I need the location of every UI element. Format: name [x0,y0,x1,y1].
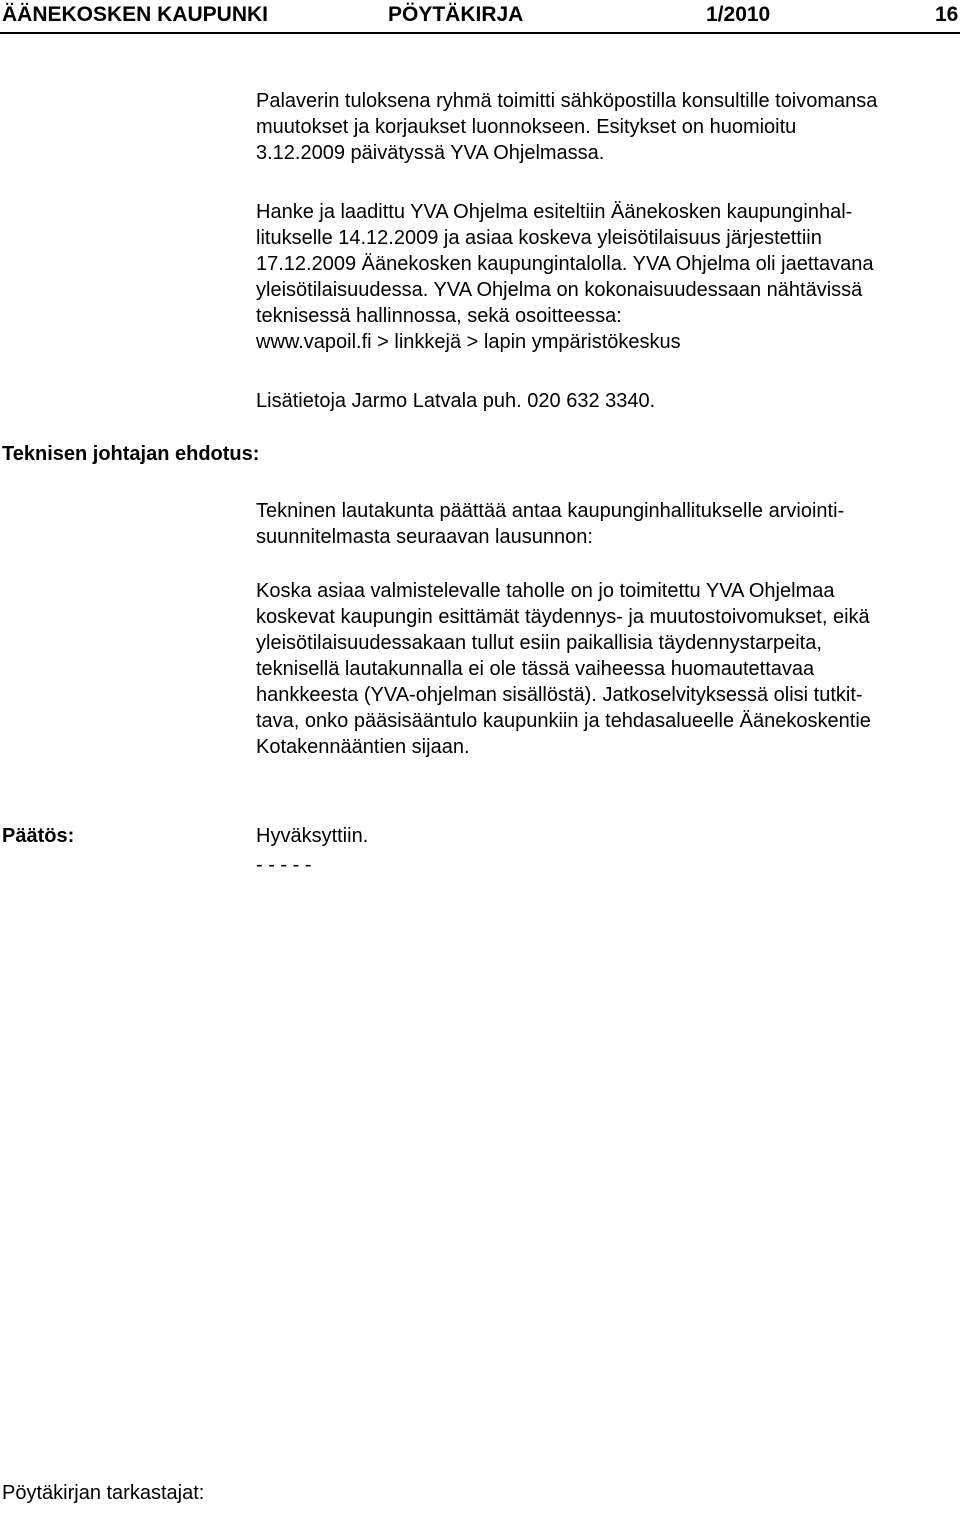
text-line: teknisellä lautakunnalla ei ole tässä vaiheessa huomautettavaa [256,658,815,680]
paragraph-contact-info [256,388,956,414]
text-line: suunnitelmasta seuraavan lausunnon: [256,526,593,548]
paragraph-decision [256,823,956,849]
text-line: Lisätietoja Jarmo Latvala puh. 020 632 3340. [256,390,656,412]
page-number: 16 [935,3,959,26]
text-line: yleisötilaisuudessa. YVA Ohjelma on kokonaisuudessaan nähtävissä [256,279,863,301]
text-line: www.vapoil.fi > linkkejä > lapin ympäristökeskus [256,331,681,353]
document-number: 1/2010 [706,3,771,26]
paragraph-project-presentation [256,199,956,355]
text-line: yleisötilaisuudessakaan tullut esiin paikallisia täydennystarpeita, [256,632,822,654]
text-line: 17.12.2009 Äänekosken kaupungintalolla. YVA Ohjelma oli jaettavana [256,253,874,275]
text-line: Kotakennääntien sijaan. [256,736,470,758]
text-line: koskevat kaupungin esittämät täydennys- ja muutostoivomukset, eikä [256,606,870,628]
decision-label: Päätös: [2,825,75,847]
text-line: - - - - - [256,854,312,876]
document-type: PÖYTÄKIRJA [388,3,524,26]
section-separator [256,852,956,878]
organization-name: ÄÄNEKOSKEN KAUPUNKI [2,3,269,26]
reviewers-label: Pöytäkirjan tarkastajat: [2,1482,205,1504]
text-line: Koska asiaa valmistelevalle taholle on jo toimitettu YVA Ohjelmaa [256,580,835,602]
text-line: 3.12.2009 päivätyssä YVA Ohjelmassa. [256,142,605,164]
paragraph-proposal [256,498,956,550]
text-line: tava, onko pääsisääntulo kaupunkiin ja tehdasalueelle Äänekoskentie [256,710,871,732]
text-line: litukselle 14.12.2009 ja asiaa koskeva yleisötilaisuus järjestettiin [256,227,822,249]
proposal-label: Teknisen johtajan ehdotus: [2,443,260,465]
paragraph-meeting-result [256,88,956,166]
text-line: muutokset ja korjaukset luonnokseen. Esitykset on huomioitu [256,116,797,138]
text-line: Tekninen lautakunta päättää antaa kaupunginhallitukselle arviointi- [256,500,845,522]
text-line: Palaverin tuloksena ryhmä toimitti sähköpostilla konsultille toivomansa [256,90,878,112]
page-header [0,0,960,34]
text-line: Hanke ja laadittu YVA Ohjelma esiteltiin Äänekosken kaupunginhal- [256,201,853,223]
text-line: teknisessä hallinnossa, sekä osoitteessa: [256,305,622,327]
text-line: Hyväksyttiin. [256,825,369,847]
paragraph-statement [256,578,956,760]
text-line: hankkeesta (YVA-ohjelman sisällöstä). Jatkoselvityksessä olisi tutkit- [256,684,863,706]
